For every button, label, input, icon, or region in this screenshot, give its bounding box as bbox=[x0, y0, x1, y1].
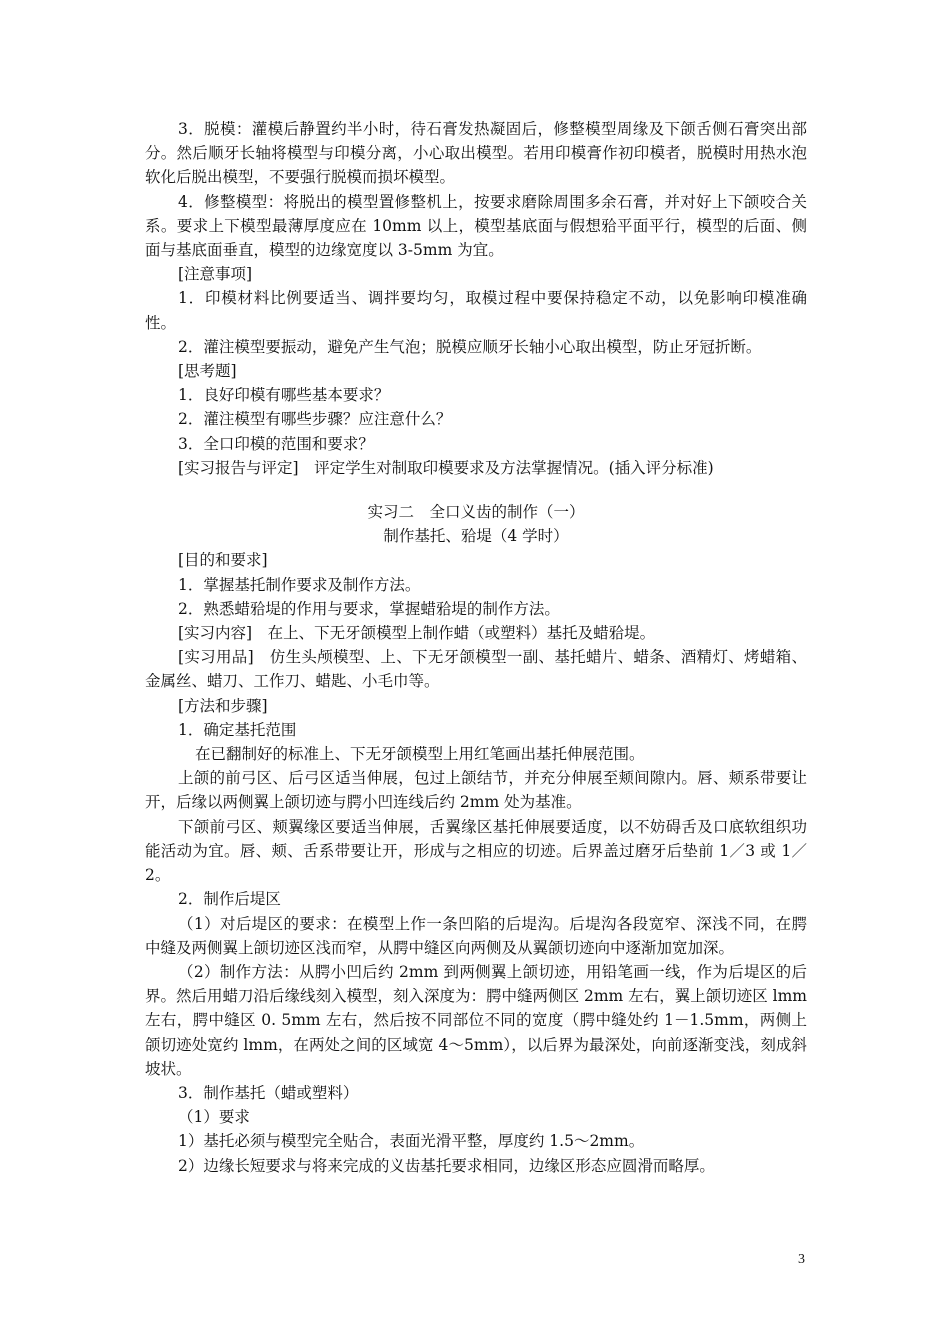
heading-objectives: [目的和要求] bbox=[178, 551, 268, 570]
heading-methods: [方法和步骤] bbox=[178, 696, 268, 715]
page-body bbox=[145, 117, 807, 1178]
paragraph-report-evaluation: [实习报告与评定] 评定学生对制取印模要求及方法掌握情况。(插入评分标准) bbox=[178, 458, 714, 477]
heading-questions: [思考题] bbox=[178, 362, 237, 381]
paragraph-demolding: 3．脱模：灌模后静置约半小时，待石膏发热凝固后，修整模型周缘及下颌舌侧石膏突出部分。然后顺牙长轴将模型与印模分离，小心取出模型。若用印模膏作初印模者，脱模时用热水泡软化后脱出模型，不要强行脱模而损坏模型。 bbox=[145, 120, 807, 187]
requirement-2: 2）边缘长短要求与将来完成的义齿基托要求相同，边缘区形态应圆滑而略厚。 bbox=[178, 1156, 715, 1175]
paragraph-model-trimming: 4．修整模型：将脱出的模型置修整机上，按要求磨除周围多余石膏，并对好上下颌咬合关系。要求上下模型最薄厚度应在 10mm 以上，模型基底面与假想𬌗平面平行，模型的后面、侧面与基底面垂直，模型的边缘宽度以 3-5mm 为宜。 bbox=[145, 192, 807, 260]
question-2: 2．灌注模型有哪些步骤？应注意什么？ bbox=[178, 410, 452, 429]
heading-precautions: [注意事项] bbox=[178, 265, 253, 284]
section-title: 实习二 全口义齿的制作（一） bbox=[367, 503, 585, 522]
paragraph-lower-jaw: 下颌前弓区、颊翼缘区要适当伸展，舌翼缘区基托伸展要适度，以不妨碍舌及口底软组织功能活动为宜。唇、颊、舌系带要让开，形成与之相应的切迹。后界盖过磨牙后垫前 1／3 或 1／2。 bbox=[145, 817, 807, 885]
objective-2: 2．熟悉蜡𬌗堤的作用与要求，掌握蜡𬌗堤的制作方法。 bbox=[178, 599, 560, 618]
paragraph-post-dam-method: （2）制作方法：从腭小凹后约 2mm 到两侧翼上颌切迹，用铅笔画一线，作为后堤区的后界。然后用蜡刀沿后缘线刻入模型，刻入深度为：腭中缝两侧区 2mm 左右，翼上颌切迹区 lmm 左右，腭中缝区 0. 5mm 左右，然后按不同部位不同的宽度（腭中缝处约 1－1.5mm，两侧上颌切迹处宽约 lmm，在两处之间的区域宽 4～5mm），以后界为最深处，向前逐渐变浅，刻成斜坡状。 bbox=[145, 962, 807, 1078]
question-1: 1．良好印模有哪些基本要求？ bbox=[178, 386, 390, 405]
page-number: 3 bbox=[798, 1252, 805, 1267]
paragraph-precaution-2: 2．灌注模型要振动，避免产生气泡；脱模应顺牙长轴小心取出模型，防止牙冠折断。 bbox=[178, 337, 762, 356]
paragraph-upper-jaw: 上颌的前弓区、后弓区适当伸展，包过上颌结节，并充分伸展至颊间隙内。唇、颊系带要让开，后缘以两侧翼上颌切迹与腭小凹连线后约 2mm 处为基准。 bbox=[145, 769, 807, 812]
step-2-heading: 2．制作后堤区 bbox=[178, 890, 281, 909]
question-3: 3．全口印模的范围和要求？ bbox=[178, 434, 374, 453]
paragraph-precaution-1: 1．印模材料比例要适当、调拌要均匀，取模过程中要保持稳定不动，以免影响印模准确性。 bbox=[145, 289, 807, 332]
paragraph-practice-supplies: [实习用品] 仿生头颅模型、上、下无牙颌模型一副、基托蜡片、蜡条、酒精灯、烤蜡箱、金属丝、蜡刀、工作刀、蜡匙、小毛巾等。 bbox=[145, 648, 807, 691]
requirement-1: 1）基托必须与模型完全贴合，表面光滑平整，厚度约 1.5～2mm。 bbox=[178, 1132, 645, 1151]
sub-heading-requirements: （1）要求 bbox=[178, 1108, 250, 1127]
objective-1: 1．掌握基托制作要求及制作方法。 bbox=[178, 575, 421, 594]
step-3-heading: 3．制作基托（蜡或塑料） bbox=[178, 1083, 359, 1102]
step-1-heading: 1．确定基托范围 bbox=[178, 720, 297, 739]
paragraph-post-dam-requirements: （1）对后堤区的要求：在模型上作一条凹陷的后堤沟。后堤沟各段宽窄、深浅不同，在腭中缝及两侧翼上颌切迹区浅而窄，从腭中缝区向两侧及从翼颌切迹向中逐渐加宽加深。 bbox=[145, 914, 807, 957]
paragraph-step-1-intro: 在已翻制好的标准上、下无牙颌模型上用红笔画出基托伸展范围。 bbox=[195, 745, 645, 764]
paragraph-practice-content: [实习内容] 在上、下无牙颌模型上制作蜡（或塑料）基托及蜡𬌗堤。 bbox=[178, 624, 656, 643]
section-subtitle: 制作基托、𬌗堤（4 学时） bbox=[383, 527, 569, 546]
